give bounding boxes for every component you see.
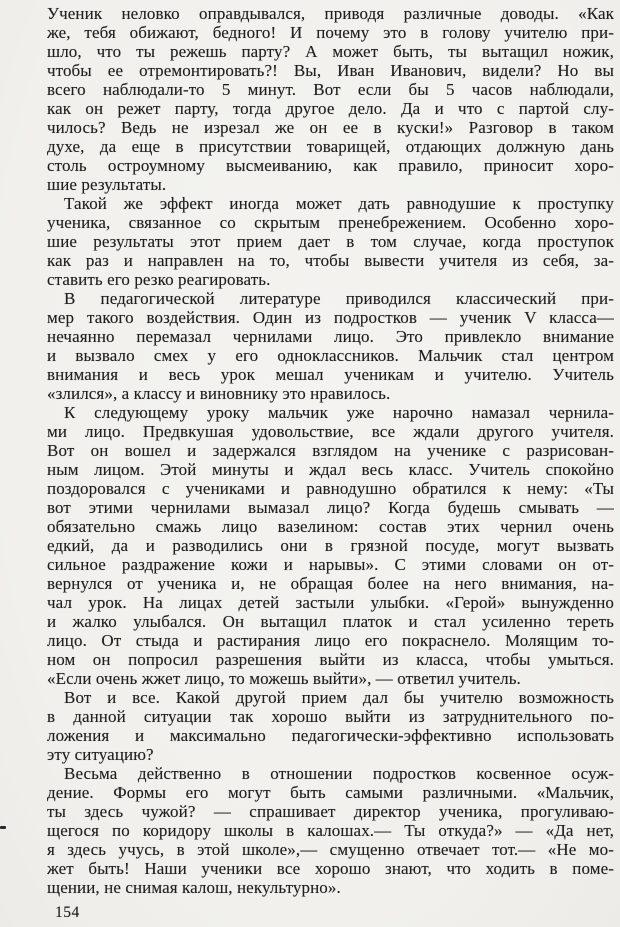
text-line: К следующему уроку мальчик уже нарочно намазал чернила-: [64, 403, 614, 422]
text-line: чтобы ее отремонтировать?! Вы, Иван Иванович, видели? Но вы: [47, 61, 614, 80]
text-line: шие результаты этот прием дает в том случае, когда проступок: [47, 232, 614, 251]
text-line: мер такого воздействия. Один из подростков — ученик V класса—: [47, 308, 614, 327]
text-line: вот этими чернилами вымазал лицо? Когда будешь смывать —: [47, 498, 614, 517]
text-line: всего наблюдали-то 5 минут. Вот если бы 5 часов наблюдали,: [47, 80, 614, 99]
paragraph: [47, 764, 614, 897]
paragraph: [47, 4, 614, 194]
text-line: ном он попросил разрешения выйти из класса, чтобы умыться.: [47, 650, 614, 669]
text-block: [47, 4, 614, 897]
text-line: столь остроумному высмеиванию, как правило, приносит хоро-: [47, 156, 614, 175]
text-line: я здесь учусь, в этой школе»,— смущенно отвечает тот.— «Не мо-: [47, 840, 614, 859]
text-line: щении, не снимая калош, некультурно».: [47, 878, 341, 897]
text-line: шло, что ты режешь парту? А может быть, ты вытащил ножик,: [47, 42, 614, 61]
text-line: «злился», а классу и виновнику это нравилось.: [47, 384, 391, 403]
text-line: едкий, да и разводились они в грязной посуде, могут вызвать: [47, 536, 614, 555]
paragraph: [47, 194, 614, 289]
text-line: и вызвало смех у его одноклассников. Мальчик стал центром: [47, 346, 614, 365]
text-line: ученика, связанное со скрытым пренебрежением. Особенно хоро-: [47, 213, 614, 232]
paragraph: [47, 403, 614, 688]
page-number: 154: [55, 904, 80, 921]
text-line: духе, да еще в присутствии товарищей, отдающих должную дань: [47, 137, 614, 156]
text-line: Вот он вошел и задержался взглядом на ученике с разрисован-: [47, 441, 614, 460]
text-line: лицо. От стыда и растирания лицо его покраснело. Молящим то-: [47, 631, 614, 650]
text-line: Весьма действенно в отношении подростков косвенное осуж-: [64, 764, 614, 783]
text-line: жет быть! Наши ученики все хорошо знают, что ходить в поме-: [47, 859, 614, 878]
text-line: вернулся от ученика и, не обращая более на него внимания, на-: [47, 574, 614, 593]
text-line: «Если очень жжет лицо, то можешь выйти», — ответил учитель.: [47, 669, 521, 688]
paragraph: [47, 688, 614, 764]
text-line: поздоровался с учениками и равнодушно обратился к нему: «Ты: [47, 479, 614, 498]
text-line: эту ситуацию?: [47, 745, 154, 764]
text-line: шие результаты.: [47, 175, 167, 194]
text-line: в данной ситуации так хорошо выйти из затруднительного по-: [47, 707, 614, 726]
text-line: Такой же эффект иногда может дать равнодушие к проступку: [64, 194, 614, 213]
text-line: нечаянно перемазал чернилами лицо. Это привлекло внимание: [47, 327, 614, 346]
text-line: ты здесь чужой? — спрашивает директор ученика, прогуливаю-: [47, 802, 614, 821]
text-line: ставить его резко реагировать.: [47, 270, 271, 289]
paragraph: [47, 289, 614, 403]
text-line: обязательно смажь лицо вазелином: состав этих чернил очень: [47, 517, 614, 536]
text-line: ми лицо. Предвкушая удовольствие, все ждали другого учителя.: [47, 422, 614, 441]
text-line: ложения и максимально педагогически-эффективно использовать: [47, 726, 614, 745]
text-line: как он режет парту, тогда другое дело. Да и что с партой слу-: [47, 99, 614, 118]
text-line: же, тебя обижают, бедного! И почему это в голову учителю при-: [47, 23, 614, 42]
text-line: чал урок. На лицах детей застыли улыбки. «Герой» вынужденно: [47, 593, 614, 612]
text-line: чилось? Ведь не изрезал же он ее в куски!» Разговор в таком: [47, 118, 614, 137]
text-line: щегося по коридору школы в калошах.— Ты откуда?» — «Да нет,: [47, 821, 614, 840]
text-line: и жалко улыбался. Он вытащил платок и стал усиленно тереть: [47, 612, 614, 631]
text-line: сильное раздражение кожи и нарывы». С этими словами он от-: [47, 555, 614, 574]
text-line: В педагогической литературе приводился классический при-: [64, 289, 614, 308]
scan-edge-artifact: [0, 826, 6, 829]
text-line: как раз и направлен на то, чтобы вывести учителя из себя, за-: [47, 251, 614, 270]
text-line: внимания и весь урок мешал ученикам и учителю. Учитель: [47, 365, 614, 384]
text-line: ным лицом. Этой минуты и ждал весь класс. Учитель спокойно: [47, 460, 614, 479]
text-line: Вот и все. Какой другой прием дал бы учителю возможность: [64, 688, 614, 707]
text-line: Ученик неловко оправдывался, приводя различные доводы. «Как: [47, 4, 614, 23]
text-line: дение. Формы его могут быть самыми различными. «Мальчик,: [47, 783, 614, 802]
